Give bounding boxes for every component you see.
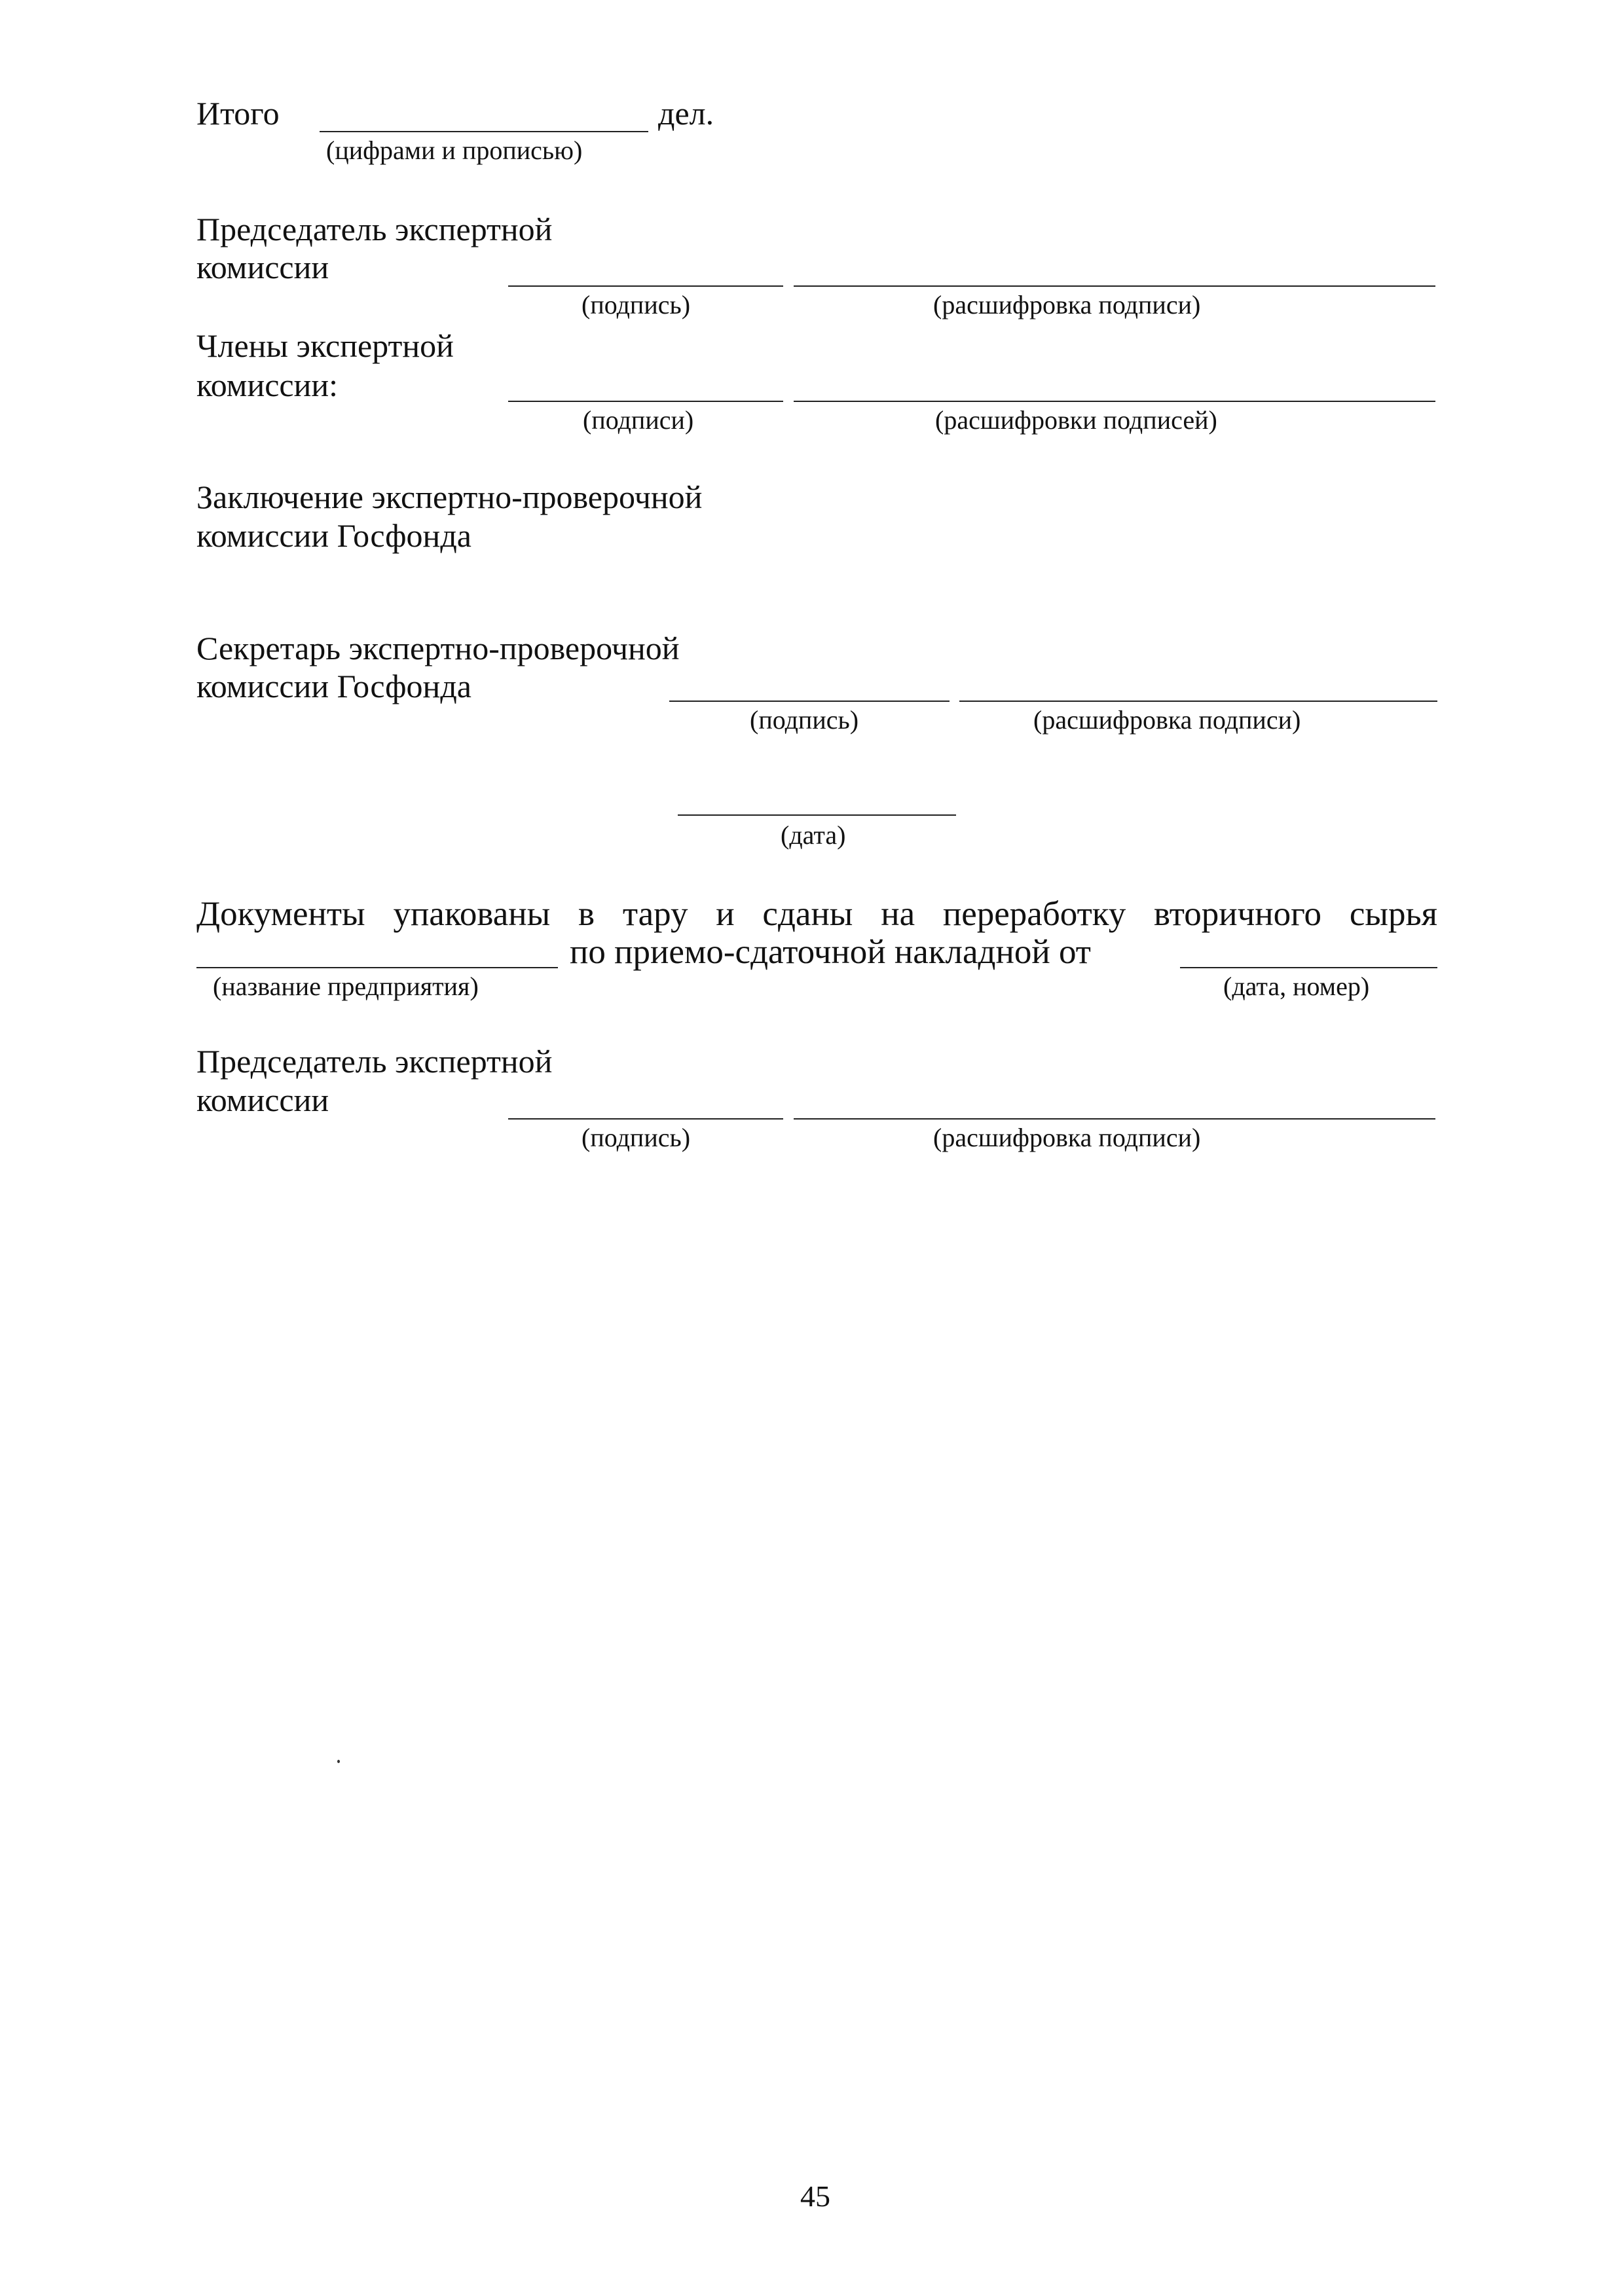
date-caption: (дата) [781,820,846,850]
secretary-title-line1: Секретарь экспертно-проверочной [196,630,680,666]
total-suffix: дел. [658,95,714,132]
scan-speck [337,1760,340,1763]
members-signature-line[interactable] [508,401,783,402]
chairman2-title-line2: комиссии [196,1082,329,1118]
chairman-signature-line[interactable] [508,285,783,287]
chairman-decode-line[interactable] [794,285,1435,287]
packing-date-number-line[interactable] [1180,967,1437,968]
chairman-decode-caption: (расшифровка подписи) [933,290,1201,319]
chairman2-signature-caption: (подпись) [581,1123,691,1152]
members-decode-caption: (расшифровки подписей) [935,405,1217,435]
secretary-decode-caption: (расшифровка подписи) [1033,705,1301,735]
conclusion-line1: Заключение экспертно-проверочной [196,479,703,515]
chairman2-signature-line[interactable] [508,1118,783,1120]
chairman2-decode-line[interactable] [794,1118,1435,1120]
chairman-title-line1: Председатель экспертной [196,211,553,247]
chairman2-decode-caption: (расшифровка подписи) [933,1123,1201,1152]
total-label: Итого [196,95,280,132]
packing-line1: Документы упакованы в тару и сданы на переработку вторичного сырья [196,895,1437,933]
secretary-signature-caption: (подпись) [750,705,859,735]
chairman-title-line2: комиссии [196,249,329,285]
packing-date-number-caption: (дата, номер) [1223,972,1370,1001]
total-caption: (цифрами и прописью) [326,136,583,165]
members-decode-line[interactable] [794,401,1435,402]
packing-line2-text: по приемо-сдаточной накладной от [570,933,1091,971]
conclusion-line2: комиссии Госфонда [196,517,471,554]
chairman-signature-caption: (подпись) [581,290,691,319]
chairman2-title-line1: Председатель экспертной [196,1043,553,1080]
packing-enterprise-line[interactable] [196,967,558,968]
packing-enterprise-caption: (название предприятия) [213,972,479,1001]
secretary-title-line2: комиссии Госфонда [196,668,471,704]
total-input-line[interactable] [320,131,648,132]
page-number: 45 [800,2179,830,2213]
members-title-line1: Члены экспертной [196,327,454,364]
secretary-decode-line[interactable] [959,701,1437,702]
date-line[interactable] [678,814,956,816]
members-title-line2: комиссии: [196,367,338,403]
members-signature-caption: (подписи) [583,405,694,435]
secretary-signature-line[interactable] [669,701,950,702]
